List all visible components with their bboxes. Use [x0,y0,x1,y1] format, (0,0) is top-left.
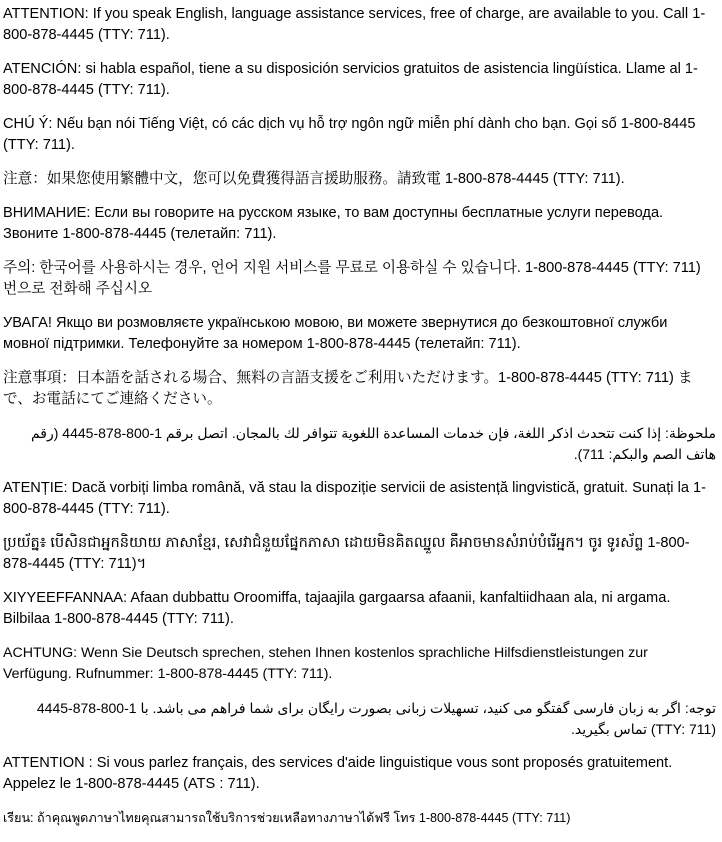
notice-label: ATTENTION: [3,6,89,22]
notice-japanese [3,368,716,410]
notice-label: توجه: [684,700,716,716]
notice-label: ملحوظة: [665,425,716,441]
notice-vietnamese [3,114,716,156]
notice-oromo [3,588,716,630]
notice-text: Wenn Sie Deutsch sprechen, stehen Ihnen kostenlos sprachliche Hilfsdienstleistungen zur Verfügung. Rufnummer: 1-800-878-4445 (TTY: 711). [3,645,648,682]
notice-label: УВАГА! [3,315,52,331]
notice-text: 한국어를 사용하시는 경우, 언어 지원 서비스를 무료로 이용하실 수 있습니다. 1-800-878-4445 (TTY: 711) 번으로 전화해 주십시오 [3,260,701,297]
notice-text: اگر به زبان فارسی گفتگو می کنید، تسهیلات زبانی بصورت رایگان برای شما فراهم می باشد. با 1-800-878-4445 (TTY: 711) تماس بگیرید. [36,700,716,737]
notice-text: 如果您使用繁體中文，您可以免費獲得語言援助服務。請致電 1-800-878-4445 (TTY: 711). [46,171,625,187]
notice-label: เรียน: [3,811,34,825]
notice-text: Si vous parlez français, des services d'aide linguistique vous sont proposés gratuitement. Appelez le 1-800-878-4445 (ATS : 711). [3,755,673,792]
notice-spanish [3,59,716,101]
notice-english [3,4,716,46]
notice-text: Afaan dubbattu Oroomiffa, tajaajila gargaarsa afaanii, kanfaltiidhaan ala, ni argama. Bilbilaa 1-800-878-4445 (TTY: 711). [3,590,671,627]
notice-ukrainian [3,313,716,355]
notice-khmer [3,533,716,575]
notice-label: ACHTUNG: [3,645,78,661]
notice-text: إذا كنت تتحدث اذكر اللغة، فإن خدمات المساعدة اللغوية تتوافر لك بالمجان. اتصل برقم 1-800-878-4445 (رقم هاتف الصم والبكم: 711). [30,425,716,462]
notice-label: ប្រយ័ត្ន៖ [3,535,47,551]
notice-text: si habla español, tiene a su disposición servicios gratuitos de asistencia lingüística. Llame al 1-800-878-4445 (TTY: 711). [3,61,698,98]
notice-text: 日本語を話される場合、無料の言語支援をご利用いただけます。1-800-878-4445 (TTY: 711) まで、お電話にてご連絡ください。 [3,370,693,407]
notice-label: 주의: [3,260,36,276]
notice-label: 注意事項： [3,370,76,386]
notice-text: Dacă vorbiți limba română, vă stau la dispoziție servicii de asistență lingvistică, gratuit. Sunați la 1-800-878-4445 (TTY: 711). [3,480,706,517]
notice-thai [3,808,716,829]
notice-label: XIYYEEFFANNAA: [3,590,128,606]
notice-arabic [3,423,716,465]
notice-text: បើសិនជាអ្នកនិយាយ ភាសាខ្មែរ, សេវាជំនួយផ្នែកភាសា ដោយមិនគិតឈ្នួល គឺអាចមានសំរាប់បំរើអ្នក។ ចូរ ទូរស័ព្ទ 1-800-878-4445 (TTY: 711)។ [3,535,690,572]
notice-text: If you speak English, language assistance services, free of charge, are available to you. Call 1-800-878-4445 (TTY: 711). [3,6,706,43]
notice-text: Если вы говорите на русском языке, то вам доступны бесплатные услуги перевода. Звоните 1-800-878-4445 (телетайп: 711). [3,205,664,242]
notice-label: CHÚ Ý: [3,116,53,132]
notice-label: ATTENTION : [3,755,93,771]
notice-german [3,643,716,685]
notice-chinese [3,169,716,190]
notice-label: ATENȚIE: [3,480,68,496]
notice-label: ВНИМАНИЕ: [3,205,91,221]
notice-french [3,753,716,795]
notice-text: ถ้าคุณพูดภาษาไทยคุณสามารถใช้บริการช่วยเหลือทางภาษาได้ฟรี โทร 1-800-878-4445 (TTY: 711) [33,811,571,825]
notice-label: 注意： [3,171,47,187]
notice-romanian [3,478,716,520]
notice-russian [3,203,716,245]
notice-persian [3,698,716,740]
notice-korean [3,258,716,300]
notice-text: Nếu bạn nói Tiếng Việt, có các dịch vụ hỗ trợ ngôn ngữ miễn phí dành cho bạn. Gọi số 1-800-8445 (TTY: 711). [3,116,696,153]
notice-label: ATENCIÓN: [3,61,82,77]
notice-text: Якщо ви розмовляєте українською мовою, ви можете звернутися до безкоштовної служби мовної підтримки. Телефонуйте за номером 1-800-878-4445 (телетайп: 711). [3,315,668,352]
